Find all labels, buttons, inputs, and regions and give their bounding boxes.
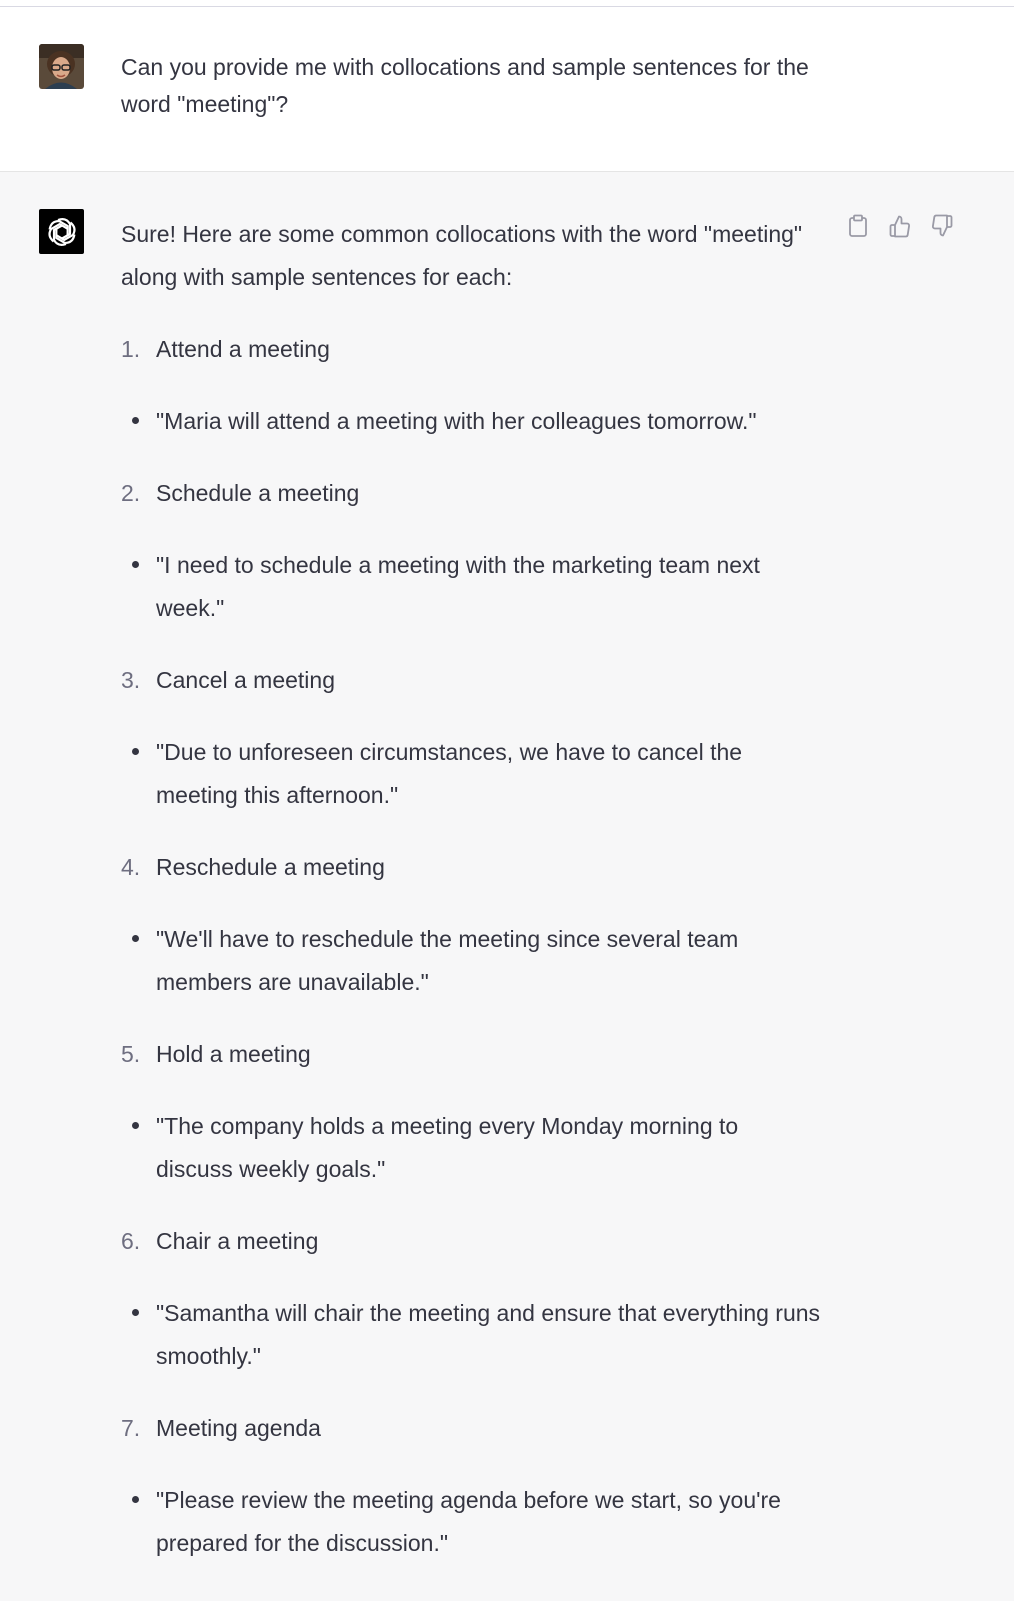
bullet: [121, 731, 156, 817]
user-message-text: Can you provide me with collocations and sample sentences for the word "meeting"?: [121, 54, 809, 117]
bullet: [121, 400, 156, 443]
clipboard-icon: [847, 214, 869, 238]
collocation-item: [121, 846, 821, 889]
thumbs-up-button[interactable]: [886, 212, 914, 240]
bullet: [121, 544, 156, 630]
message-actions: [844, 212, 956, 240]
example-sentence: [121, 731, 821, 817]
openai-logo-icon: [45, 215, 79, 249]
reply-intro: Sure! Here are some common collocations with the word "meeting" along with sample sentences for each:: [121, 221, 803, 290]
example-sentence: [121, 1292, 821, 1378]
item-number: 1.: [121, 336, 141, 362]
example-text: "Please review the meeting agenda before we start, so you're prepared for the discussion.": [156, 1487, 781, 1556]
example-text: "We'll have to reschedule the meeting since several team members are unavailable.": [156, 926, 739, 995]
collocation-item: [121, 328, 821, 371]
item-number: 7.: [121, 1415, 141, 1441]
example-sentence: [121, 544, 821, 630]
collocation-text: Meeting agenda: [156, 1415, 321, 1441]
assistant-reply: [121, 213, 821, 1594]
item-number: 6.: [121, 1228, 141, 1254]
collocation-text: Reschedule a meeting: [156, 854, 385, 880]
collocation-item: [121, 1220, 821, 1263]
bullet: [121, 918, 156, 1004]
user-message: [0, 7, 1014, 172]
example-text: "Due to unforeseen circumstances, we have to cancel the meeting this afternoon.": [156, 739, 743, 808]
example-text: "Samantha will chair the meeting and ensure that everything runs smoothly.": [156, 1300, 821, 1369]
item-number: 5.: [121, 1041, 141, 1067]
thumbs-down-icon: [930, 214, 954, 238]
example-text: "The company holds a meeting every Monday morning to discuss weekly goals.": [156, 1113, 739, 1182]
assistant-message: [0, 172, 1014, 1601]
collocation-text: Schedule a meeting: [156, 480, 360, 506]
assistant-avatar: [39, 209, 84, 254]
example-sentence: [121, 1479, 821, 1565]
example-text: "Maria will attend a meeting with her colleagues tomorrow.": [156, 408, 757, 434]
user-avatar-icon: [39, 44, 84, 89]
collocation-text: Cancel a meeting: [156, 667, 335, 693]
collocation-text: Hold a meeting: [156, 1041, 311, 1067]
collocation-text: Chair a meeting: [156, 1228, 319, 1254]
collocation-item: [121, 472, 821, 515]
top-strip: [0, 0, 1014, 7]
example-text: "I need to schedule a meeting with the marketing team next week.": [156, 552, 760, 621]
item-number: 2.: [121, 480, 141, 506]
example-sentence: [121, 1105, 821, 1191]
user-avatar: [39, 44, 84, 89]
example-sentence: [121, 400, 821, 443]
thumbs-down-button[interactable]: [928, 212, 956, 240]
collocation-item: [121, 659, 821, 702]
collocation-text: Attend a meeting: [156, 336, 330, 362]
bullet: [121, 1292, 156, 1378]
example-sentence: [121, 918, 821, 1004]
collocation-item: [121, 1033, 821, 1076]
collocation-item: [121, 1407, 821, 1450]
item-number: 4.: [121, 854, 141, 880]
item-number: 3.: [121, 667, 141, 693]
thumbs-up-icon: [888, 214, 912, 238]
bullet: [121, 1105, 156, 1191]
bullet: [121, 1479, 156, 1565]
copy-button[interactable]: [844, 212, 872, 240]
